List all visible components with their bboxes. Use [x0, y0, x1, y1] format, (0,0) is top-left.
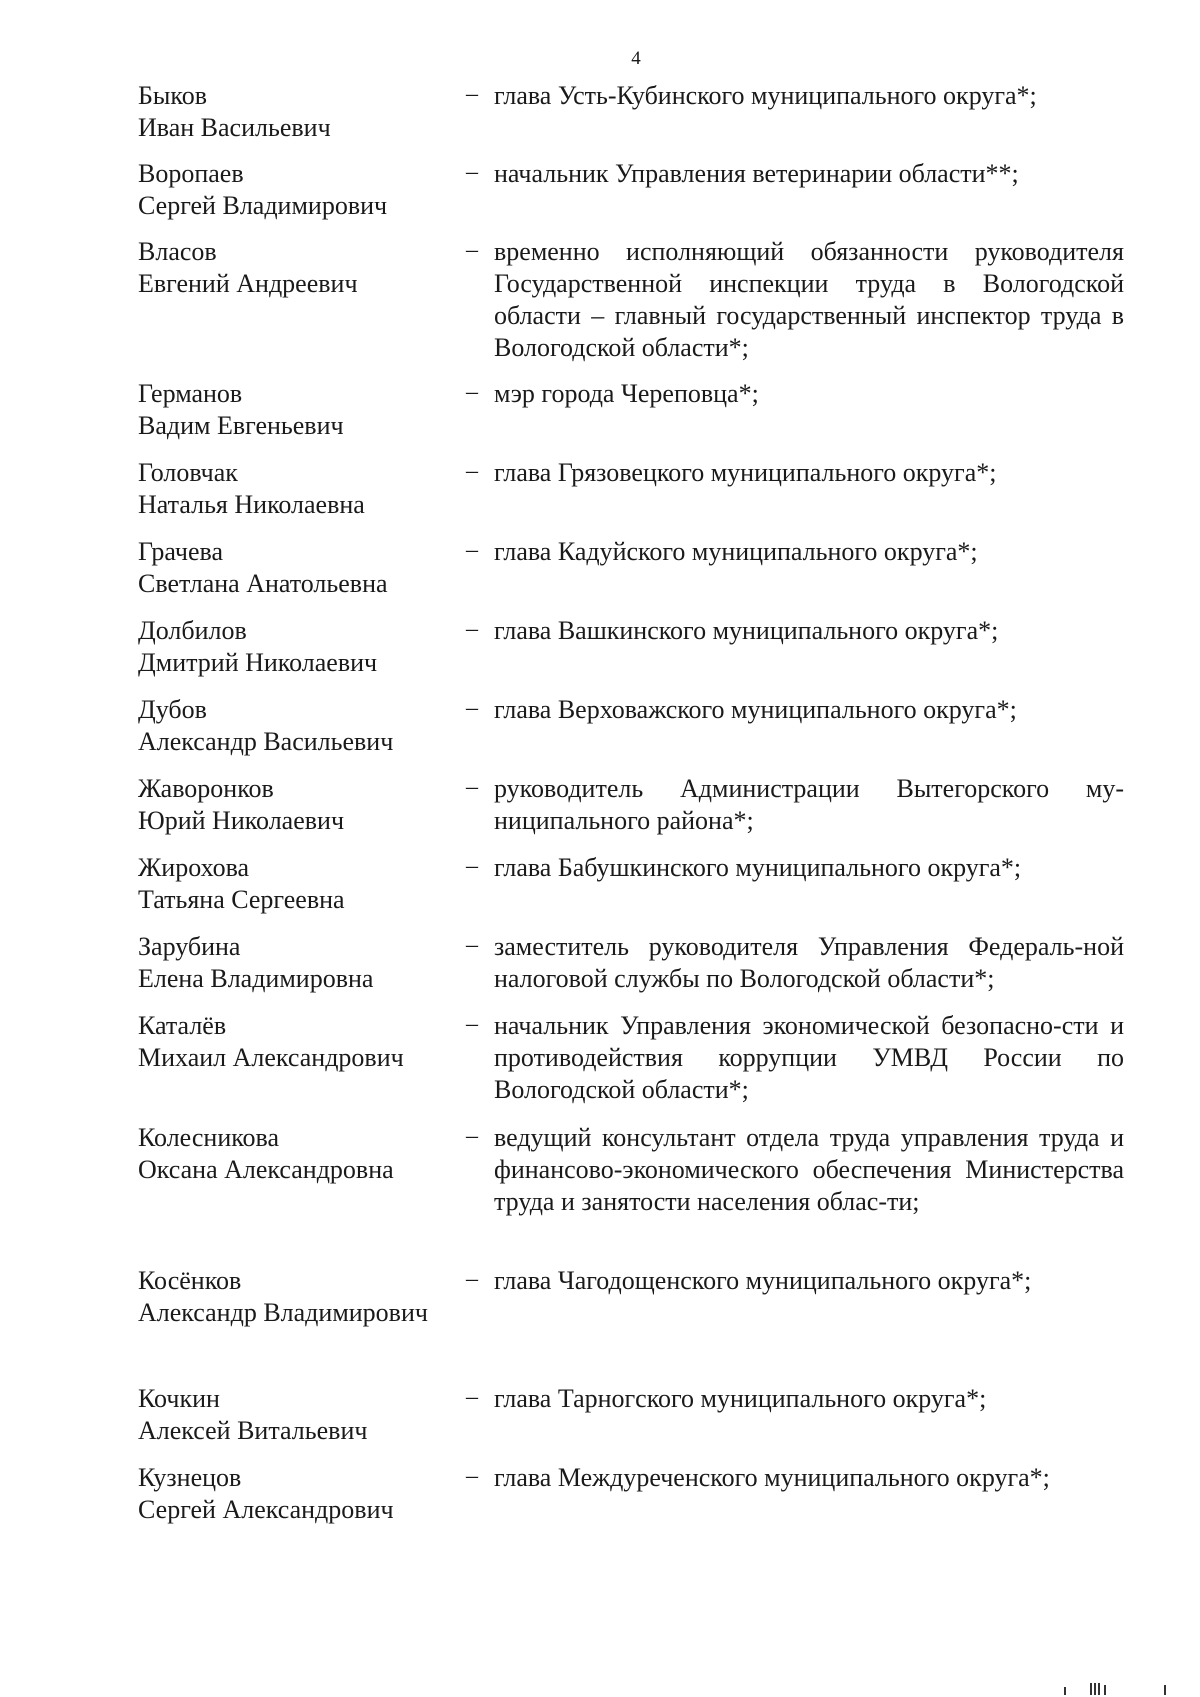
member-surname: Зарубина: [138, 932, 241, 961]
member-name: [138, 1122, 468, 1186]
member-name: [138, 694, 468, 758]
member-given-name: Юрий Николаевич: [138, 806, 345, 835]
member-role: начальник Управления экономической безопасно-сти и противодействия коррупции УМВД России по Вологодской области*;: [494, 1011, 1124, 1104]
member-surname: Косёнков: [138, 1266, 242, 1295]
member-surname: Кочкин: [138, 1384, 220, 1413]
member-surname: Каталёв: [138, 1011, 227, 1040]
member-given-name: Вадим Евгеньевич: [138, 411, 344, 440]
member-given-name: Александр Владимирович: [138, 1298, 428, 1327]
member-name: [138, 80, 468, 144]
member-given-name: Евгений Андреевич: [138, 269, 358, 298]
member-surname: Грачева: [138, 537, 223, 566]
entry-dash: –: [466, 159, 478, 185]
member-name: [138, 1462, 468, 1526]
entry-dash: –: [466, 1266, 478, 1292]
entry-dash: –: [466, 1123, 478, 1149]
entry-dash: –: [466, 853, 478, 879]
member-name: [138, 536, 468, 600]
member-role: мэр города Череповца*;: [494, 379, 759, 408]
member-given-name: Сергей Александрович: [138, 1495, 394, 1524]
member-role: глава Усть-Кубинского муниципального округа*;: [494, 81, 1037, 110]
member-given-name: Татьяна Сергеевна: [138, 885, 345, 914]
member-surname: Жирохова: [138, 853, 250, 882]
member-surname: Германов: [138, 379, 243, 408]
member-given-name: Александр Васильевич: [138, 727, 394, 756]
entry-dash: –: [466, 237, 478, 263]
entry-dash: –: [466, 1011, 478, 1037]
member-surname: Колесникова: [138, 1123, 280, 1152]
member-role: начальник Управления ветеринарии области**;: [494, 159, 1019, 188]
entry-dash: –: [466, 695, 478, 721]
member-given-name: Елена Владимировна: [138, 964, 374, 993]
member-surname: Кузнецов: [138, 1463, 242, 1492]
entry-dash: –: [466, 1384, 478, 1410]
member-given-name: Иван Васильевич: [138, 113, 331, 142]
member-role: глава Верховажского муниципального округа*;: [494, 695, 1017, 724]
member-role: глава Вашкинского муниципального округа*;: [494, 616, 999, 645]
member-role: глава Грязовецкого муниципального округа*;: [494, 458, 997, 487]
member-surname: Воропаев: [138, 159, 244, 188]
scan-artifact-marks: [1060, 1681, 1170, 1695]
member-given-name: Оксана Александровна: [138, 1155, 394, 1184]
member-name: [138, 1010, 468, 1074]
member-name: [138, 1265, 468, 1329]
entry-dash: –: [466, 537, 478, 563]
member-role: временно исполняющий обязанности руководителя Государственной инспекции труда в Вологодской области – главный государственный инспектор труда в Вологодской области*;: [494, 237, 1124, 362]
member-role: глава Тарногского муниципального округа*;: [494, 1384, 987, 1413]
entry-dash: –: [466, 1463, 478, 1489]
member-surname: Долбилов: [138, 616, 247, 645]
member-name: [138, 931, 468, 995]
member-name: [138, 457, 468, 521]
member-given-name: Алексей Витальевич: [138, 1416, 368, 1445]
member-role: глава Междуреченского муниципального округа*;: [494, 1463, 1050, 1492]
member-surname: Дубов: [138, 695, 207, 724]
page-number: 4: [631, 48, 641, 69]
member-name: [138, 615, 468, 679]
entry-dash: –: [466, 932, 478, 958]
entry-dash: –: [466, 81, 478, 107]
member-name: [138, 1383, 468, 1447]
member-name: [138, 236, 468, 300]
member-given-name: Михаил Александрович: [138, 1043, 404, 1072]
member-surname: Быков: [138, 81, 207, 110]
member-surname: Власов: [138, 237, 217, 266]
member-role: глава Чагодощенского муниципального округа*;: [494, 1266, 1032, 1295]
member-role: заместитель руководителя Управления Федераль-ной налоговой службы по Вологодской области*;: [494, 932, 1124, 993]
member-name: [138, 378, 468, 442]
member-name: [138, 158, 468, 222]
entry-dash: –: [466, 774, 478, 800]
member-surname: Головчак: [138, 458, 238, 487]
member-given-name: Светлана Анатольевна: [138, 569, 388, 598]
member-given-name: Сергей Владимирович: [138, 191, 388, 220]
entry-dash: –: [466, 616, 478, 642]
member-surname: Жаворонков: [138, 774, 274, 803]
member-role: ведущий консультант отдела труда управления труда и финансово-экономического обеспечения Министерства труда и занятости населения облас-ти;: [494, 1123, 1124, 1216]
member-given-name: Наталья Николаевна: [138, 490, 365, 519]
member-name: [138, 852, 468, 916]
member-role: глава Кадуйского муниципального округа*;: [494, 537, 978, 566]
member-given-name: Дмитрий Николаевич: [138, 648, 378, 677]
entry-dash: –: [466, 458, 478, 484]
member-role: глава Бабушкинского муниципального округа*;: [494, 853, 1022, 882]
member-name: [138, 773, 468, 837]
member-role: руководитель Администрации Вытегорского му-ниципального района*;: [494, 774, 1124, 835]
entry-dash: –: [466, 379, 478, 405]
